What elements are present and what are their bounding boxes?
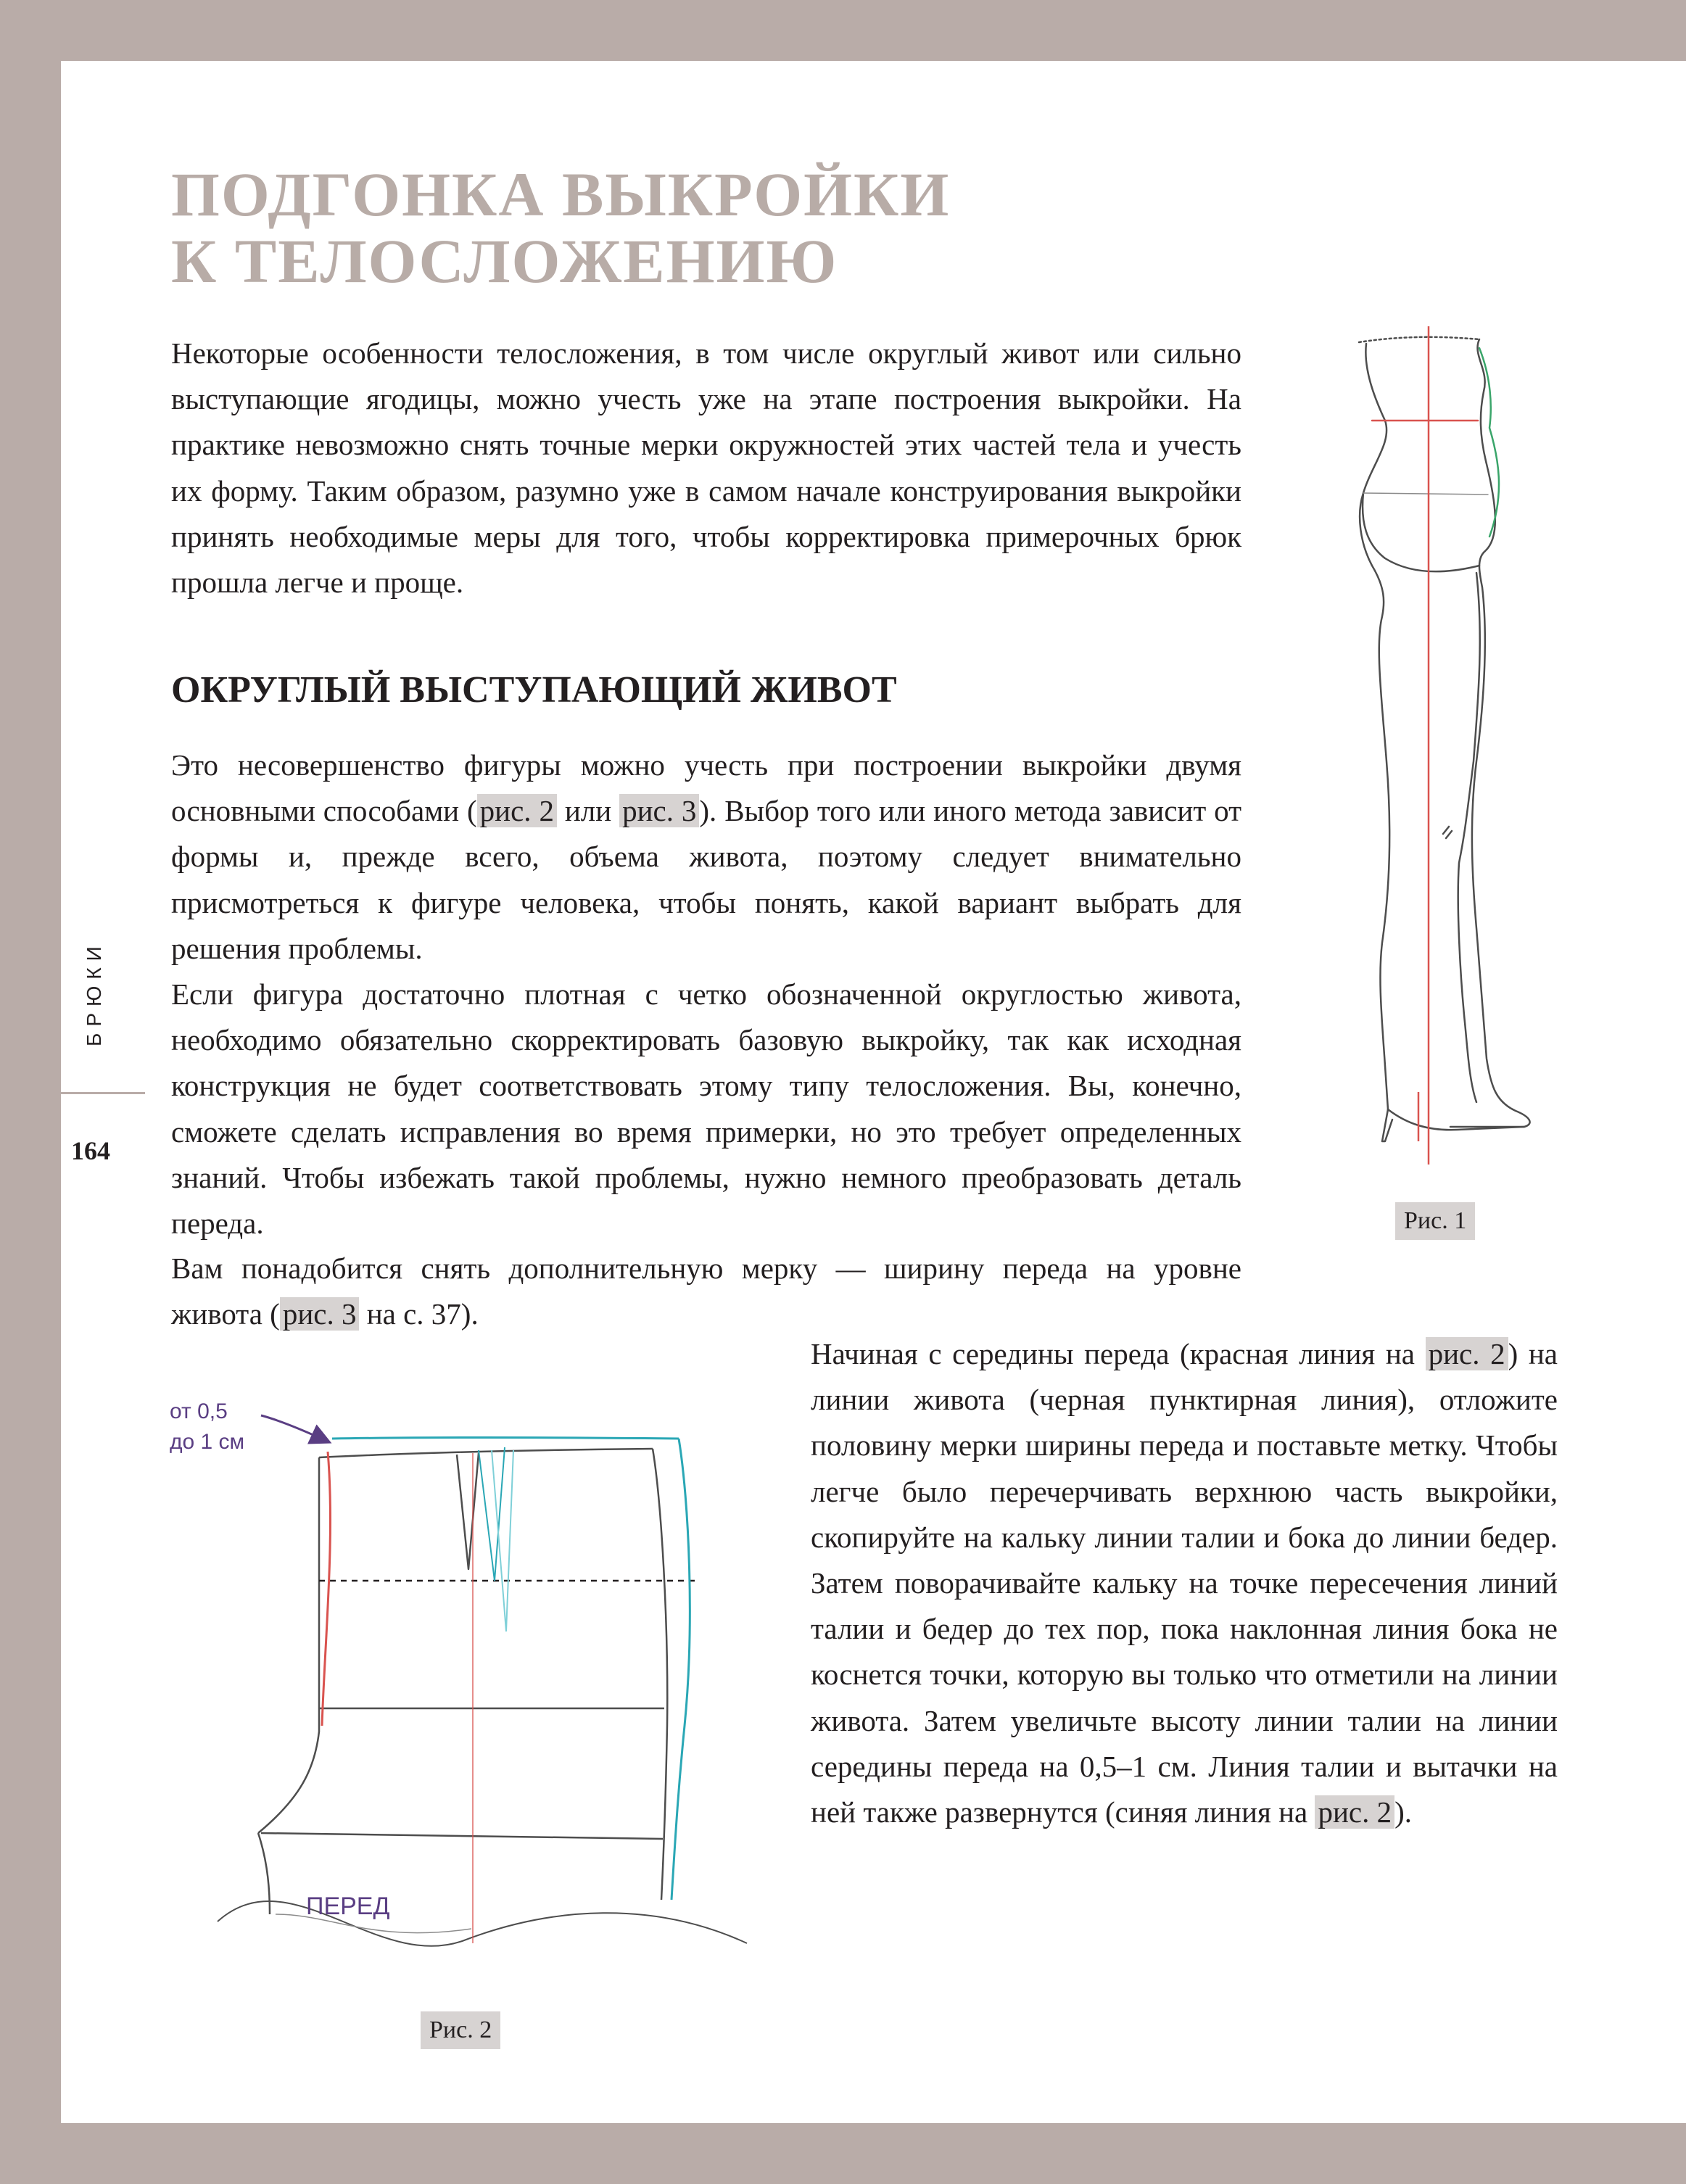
page-number: 164 [71,1136,110,1165]
figure-2-annotation-line1: от 0,5 [170,1399,228,1423]
figure-2-pattern [145,1392,769,1958]
figure-ref-2b[interactable]: рис. 2 [1426,1337,1508,1370]
section-side-label: БРЮКИ [83,940,105,1047]
page-title [171,161,1331,294]
figure-1-caption: Рис. 1 [1395,1202,1475,1240]
p4-text-b: ) на линии живота (черная пунктирная линия), отложите половину мерки ширины переда и поставьте метку. Чтобы легче было перечерчивать верхнюю часть выкройки, скопируйте на кальку линии талии и бока до линии бедер. Затем поворачивайте кальку на точке пересечения линий талии и бедер до тех пор, пока наклонная линия бока не коснется точки, которую вы только что отметили на линии живота. Затем увеличьте высоту линии талии на линии середины переда на 0,5–1 см. Линия талии и вытачки на ней также развернутся (синяя линия на [811,1337,1558,1829]
figure-2-caption: Рис. 2 [421,2011,500,2049]
figure-ref-2c[interactable]: рис. 2 [1315,1795,1394,1829]
p3-text-b: на с. 37). [359,1297,479,1331]
paragraph-measure [171,1246,1241,1337]
title-line-2: К ТЕЛОСЛОЖЕНИЮ [171,226,838,296]
paragraph-methods [171,743,1241,972]
figure-2-annotation-line2: до 1 см [170,1430,245,1454]
p3-text-a: Вам понадобится снять дополнительную мерку — ширину переда на уровне живота ( [171,1252,1241,1331]
title-line-1: ПОДГОНКА ВЫКРОЙКИ [171,160,951,229]
figure-ref-3b[interactable]: рис. 3 [280,1297,360,1331]
side-divider [61,1092,145,1094]
paragraph-instructions [811,1331,1558,1835]
figure-ref-3[interactable]: рис. 3 [619,794,699,827]
paragraph-correction: Если фигура достаточно плотная с четко обозначенной округлостью живота, необходимо обязательно скорректировать базовую выкройку, так как исходная конструкция не будет соответствовать этому типу телосложения. Вы, конечно, сможете сделать исправления во время примерки, но это требует определенных знаний. Чтобы избежать такой проблемы, нужно немного преобразовать деталь переда. [171,977,1241,1241]
p4-text-a: Начиная с середины переда (красная линия на [811,1337,1426,1370]
p1-text-c: ). Выбор того или иного метода зависит от формы и, прежде всего, объема живота, поэтому следует внимательно присмотреться к фигуре человека, чтобы понять, какой вариант выбрать для решения проблемы. [171,794,1242,965]
figure-ref-2[interactable]: рис. 2 [477,794,557,827]
figure-2-front-label: ПЕРЕД [306,1893,390,1920]
p1-text-a: Это несовершенство фигуры можно учесть при построении выкройки двумя основными способами ( [171,748,1241,828]
section-heading: ОКРУГЛЫЙ ВЫСТУПАЮЩИЙ ЖИВОТ [171,669,897,711]
intro-paragraph: Некоторые особенности телосложения, в том числе округлый живот или сильно выступающие ягодицы, можно учесть уже на этапе построения выкройки. На практике невозможно снять точные мерки окружностей этих частей тела и учесть их форму. Таким образом, разумно уже в самом начале конструирования выкройки принять необходимые меры для того, чтобы корректировка примерочных брюк прошла легче и проще. [171,336,1241,600]
p4-text-c: ). [1394,1795,1413,1829]
figure-1-silhouette [1334,326,1552,1182]
p1-text-b: или [556,794,620,828]
